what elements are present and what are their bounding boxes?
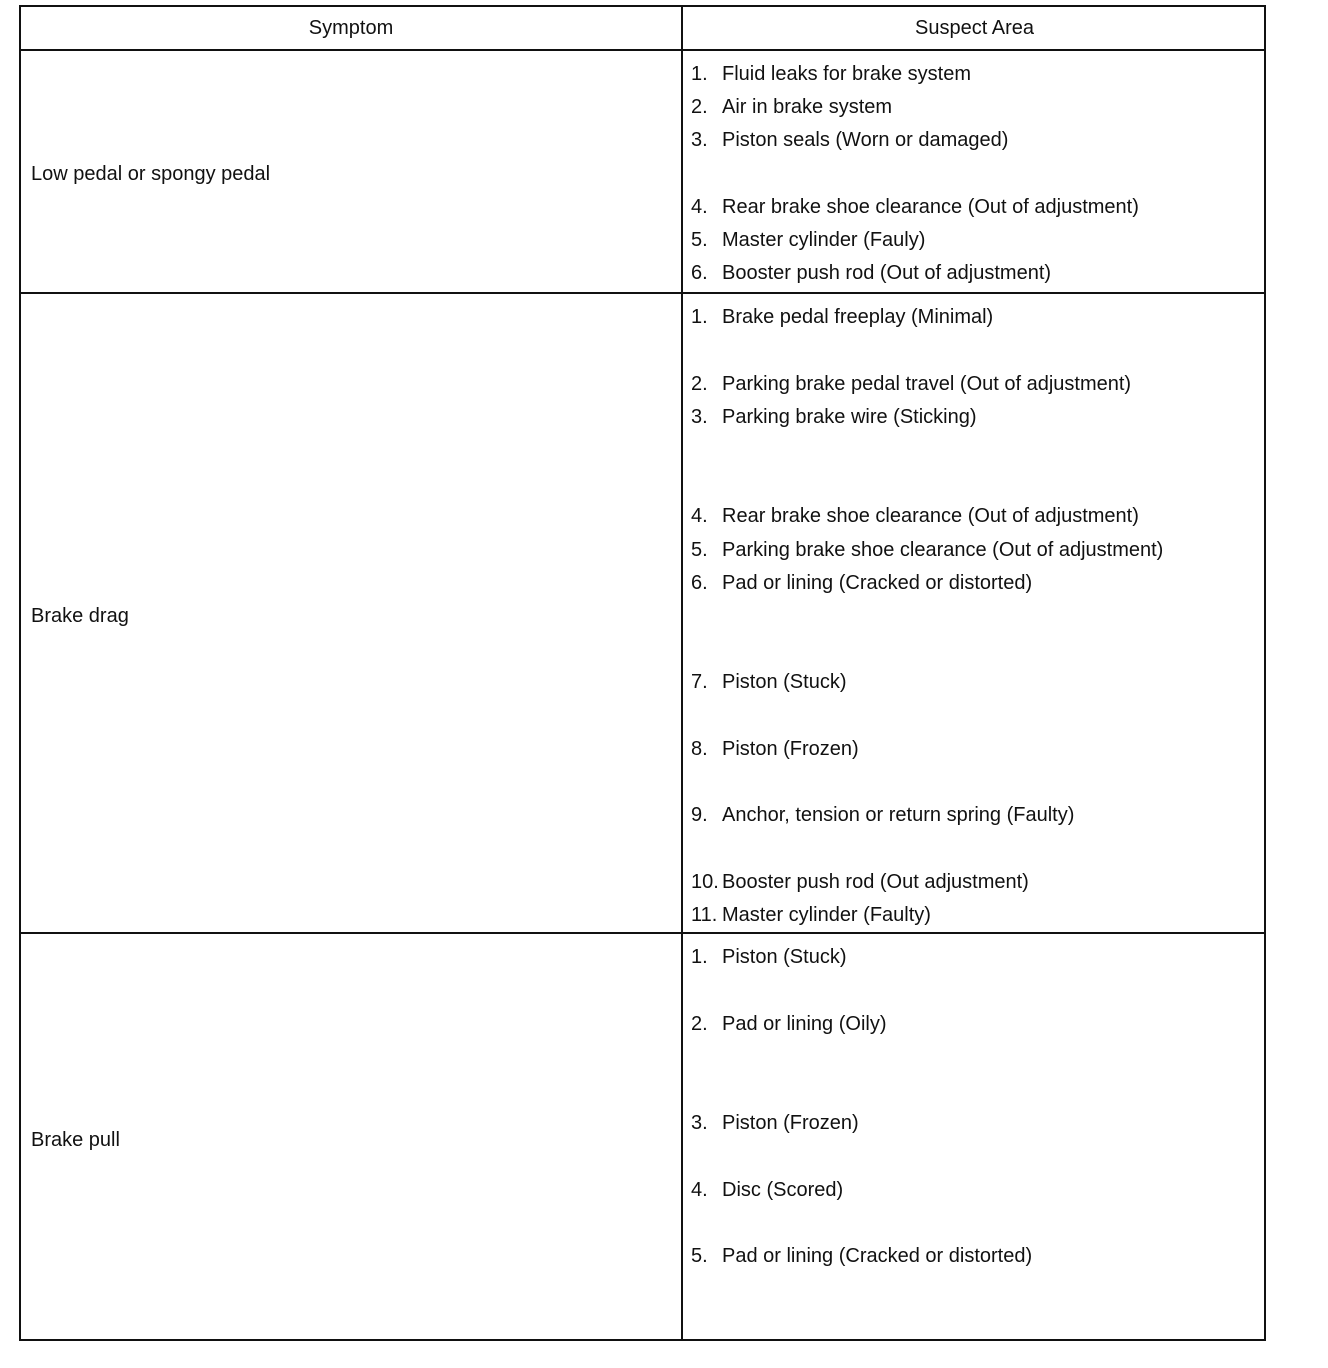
list-item [691, 95, 892, 119]
item-number: 5. [691, 229, 708, 251]
item-number: 1. [691, 306, 708, 328]
item-text: Master cylinder (Faulty) [722, 904, 931, 926]
header-suspect-area: Suspect Area [915, 17, 1034, 39]
item-text: Fluid leaks for brake system [722, 63, 971, 85]
list-item [691, 372, 1131, 396]
header-divider [21, 49, 1264, 51]
item-text: Parking brake shoe clearance (Out of adjustment) [722, 539, 1164, 561]
list-item [691, 903, 931, 927]
item-text: Rear brake shoe clearance (Out of adjustment) [722, 505, 1139, 527]
item-text: Brake pedal freeplay (Minimal) [722, 306, 994, 328]
item-number: 10. [691, 871, 719, 893]
item-number: 5. [691, 539, 708, 561]
item-number: 7. [691, 671, 708, 693]
item-text: Piston (Frozen) [722, 738, 859, 760]
symptom-brake-pull: Brake pull [31, 1129, 120, 1151]
symptom-brake-drag: Brake drag [31, 605, 129, 627]
header-symptom: Symptom [308, 17, 394, 39]
item-text: Parking brake wire (Sticking) [722, 406, 977, 428]
item-number: 2. [691, 96, 708, 118]
item-text: Piston seals (Worn or damaged) [722, 129, 1009, 151]
item-text: Pad or lining (Cracked or distorted) [722, 572, 1033, 594]
item-number: 9. [691, 804, 708, 826]
list-item [691, 803, 1074, 827]
item-text: Booster push rod (Out adjustment) [722, 871, 1029, 893]
item-number: 4. [691, 505, 708, 527]
item-number: 6. [691, 572, 708, 594]
symptom-low-pedal: Low pedal or spongy pedal [31, 163, 271, 185]
item-text: Piston (Frozen) [722, 1112, 859, 1134]
list-item [691, 670, 846, 694]
column-divider [681, 7, 683, 1339]
diagnosis-table [19, 5, 1266, 1341]
item-number: 4. [691, 1179, 708, 1201]
list-item [691, 195, 1139, 219]
item-number: 3. [691, 406, 708, 428]
item-number: 6. [691, 262, 708, 284]
item-number: 3. [691, 129, 708, 151]
item-text: Piston (Stuck) [722, 671, 847, 693]
list-item [691, 945, 846, 969]
list-item [691, 571, 1032, 595]
item-number: 4. [691, 196, 708, 218]
list-item [691, 128, 1008, 152]
item-number: 11. [691, 904, 718, 926]
item-text: Rear brake shoe clearance (Out of adjustment) [722, 196, 1139, 218]
list-item [691, 870, 1029, 894]
list-item [691, 405, 977, 429]
item-text: Air in brake system [722, 96, 893, 118]
row-divider [21, 292, 1264, 294]
item-text: Piston (Stuck) [722, 946, 847, 968]
item-text: Pad or lining (Cracked or distorted) [722, 1245, 1033, 1267]
item-number: 2. [691, 1013, 708, 1035]
list-item [691, 305, 993, 329]
item-number: 8. [691, 738, 708, 760]
item-text: Booster push rod (Out of adjustment) [722, 262, 1052, 284]
item-text: Disc (Scored) [722, 1179, 844, 1201]
list-item [691, 538, 1163, 562]
list-item [691, 1111, 859, 1135]
list-item [691, 261, 1051, 285]
list-item [691, 737, 859, 761]
item-number: 2. [691, 373, 708, 395]
item-number: 5. [691, 1245, 708, 1267]
list-item [691, 228, 925, 252]
item-text: Parking brake pedal travel (Out of adjustment) [722, 373, 1132, 395]
item-number: 1. [691, 946, 708, 968]
list-item [691, 62, 971, 86]
item-text: Master cylinder (Fauly) [722, 229, 926, 251]
item-text: Anchor, tension or return spring (Faulty) [722, 804, 1075, 826]
item-text: Pad or lining (Oily) [722, 1013, 887, 1035]
list-item [691, 1178, 843, 1202]
list-item [691, 1012, 887, 1036]
item-number: 1. [691, 63, 708, 85]
list-item [691, 1244, 1032, 1268]
list-item [691, 504, 1139, 528]
row-divider [21, 932, 1264, 934]
item-number: 3. [691, 1112, 708, 1134]
